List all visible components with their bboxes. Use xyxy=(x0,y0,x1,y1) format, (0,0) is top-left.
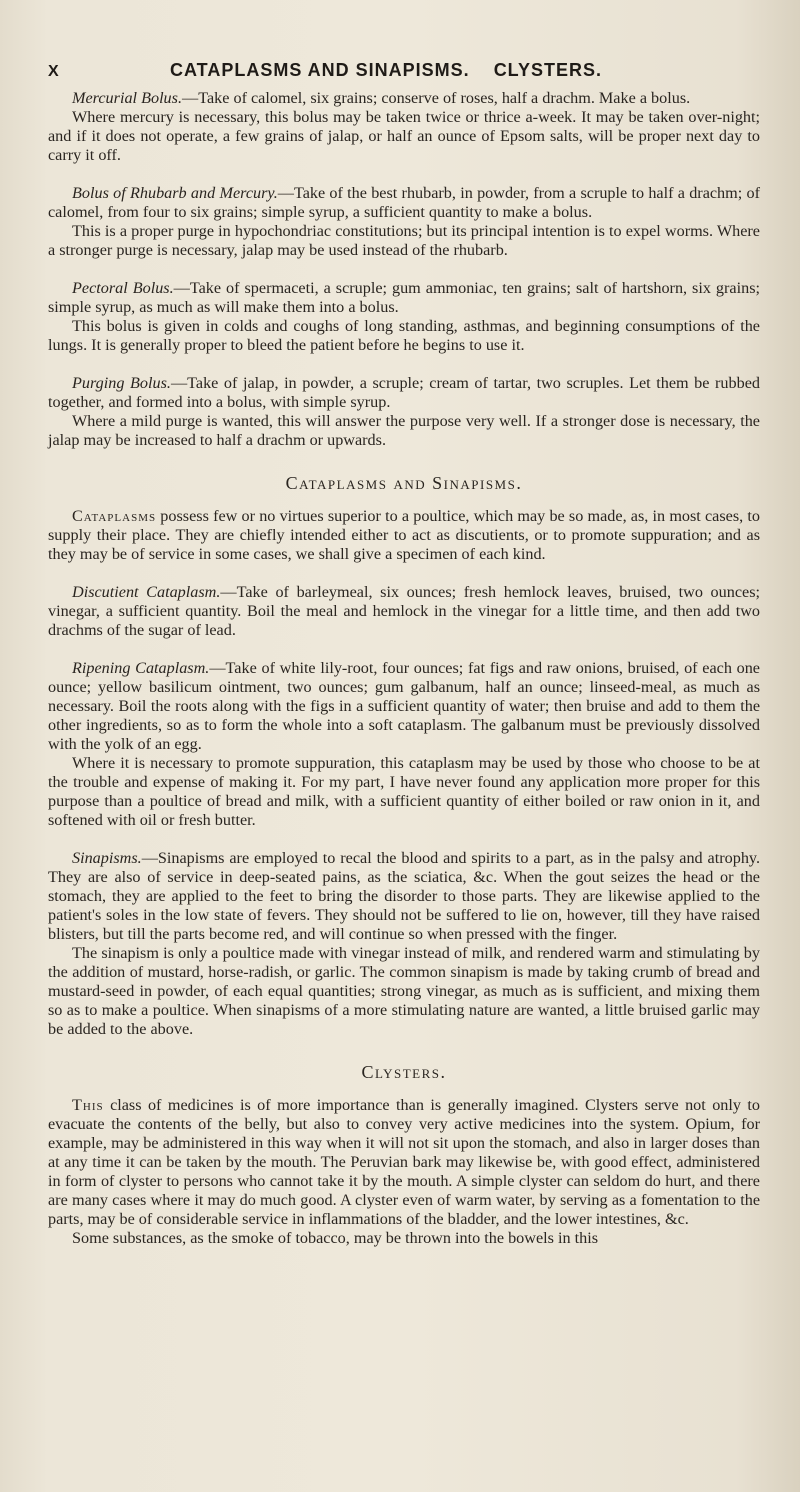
paragraph-ripening xyxy=(48,659,760,754)
recipe-text: —Take of calomel, six grains; conserve of roses, half a drachm. Make a bolus. xyxy=(182,89,691,107)
intro-text: class of medicines is of more importance than is generally imagined. Clysters serve not only to evacuate the contents of the belly, but also to convey very active medicines into the system. Opium, for example, may be administered in this way when it will not sit upon the stomach, and also in larger doses than at any time it can be taken by the mouth. The Peruvian bark may likewise be, with good effect, administered in form of clyster to persons who cannot take it by the mouth. A simple clyster can seldom do hurt, and there are many cases where it may do much good. A clyster even of warm water, by serving as a fomentation to the parts, may be of considerable service in inflammations of the bladder, and the lower intestines, &c. xyxy=(48,1096,760,1228)
lead-word: Cataplasms xyxy=(72,507,157,525)
paragraph-purging-bolus xyxy=(48,374,760,412)
paragraph-sinapisms xyxy=(48,849,760,944)
running-header xyxy=(48,60,760,81)
paragraph-clysters-last: Some substances, as the smoke of tobacco, may be thrown into the bowels in this xyxy=(72,1229,598,1247)
recipe-title: Ripening Cataplasm. xyxy=(72,659,210,677)
header-title-secondary: CLYSTERS. xyxy=(493,60,603,80)
paragraph-pectoral-bolus xyxy=(48,279,760,317)
paragraph-mercurial-usage: Where mercury is necessary, this bolus may be taken twice or thrice a-week. It may be taken over-night; and if it does not operate, a few grains of jalap, or half an ounce of Epsom salts, will be proper next day to carry it off. xyxy=(48,108,760,164)
recipe-title: Purging Bolus. xyxy=(72,374,171,392)
recipe-text: —Sinapisms are employed to recal the blood and spirits to a part, as in the palsy and atrophy. They are also of service in deep-seated pains, as the sciatica, &c. When the gout seizes the head or the stomach, they are applied to the feet to bring the disorder to those parts. They are likewise applied to the patient's soles in the low state of fevers. They should not be suffered to lie on, however, till they have raised blisters, but till the parts become red, and will continue so when pressed with the finger. xyxy=(48,849,760,943)
paragraph-pectoral-usage: This bolus is given in colds and coughs of long standing, asthmas, and beginning consumptions of the lungs. It is generally proper to bleed the patient before he begins to use it. xyxy=(48,317,760,354)
recipe-text: —Take of white lily-root, four ounces; fat figs and raw onions, bruised, of each one ounce; yellow basilicum ointment, two ounces; gum galbanum, half an ounce; linseed-meal, as much as necessary. Boil the roots along with the figs in a sufficient quantity of water; then bruise and add to them the other ingredients, so as to form the whole into a soft cataplasm. The galbanum must be previously dissolved with the yolk of an egg. xyxy=(48,659,760,753)
paragraph-ripening-usage: Where it is necessary to promote suppuration, this cataplasm may be used by those who choose to be at the trouble and expense of making it. For my part, I have never found any application more proper for this purpose than a poultice of bread and milk, with a sufficient quantity of either boiled or raw onion in it, and softened with oil or fresh butter. xyxy=(48,754,760,829)
section-heading-clysters: Clysters. xyxy=(361,1062,447,1082)
recipe-text: —Take of barleymeal, six ounces; fresh hemlock leaves, bruised, two ounces; vinegar, a sufficient quantity. Boil the meal and hemlock in the vinegar for a little time, and then add two drachms of the sugar of lead. xyxy=(48,583,760,639)
paragraph-sinapisms-usage: The sinapism is only a poultice made with vinegar instead of milk, and rendered warm and stimulating by the addition of mustard, horse-radish, or garlic. The common sinapism is made by taking crumb of bread and mustard-seed in powder, of each equal quantities; strong vinegar, as much as is sufficient, and mixing them so as to make a poultice. When sinapisms of a more stimulating nature are wanted, a little bruised garlic may be added to the above. xyxy=(48,944,760,1038)
recipe-title: Pectoral Bolus. xyxy=(72,279,174,297)
recipe-title: Discutient Cataplasm. xyxy=(72,583,221,601)
paragraph-rhubarb-bolus xyxy=(48,184,760,222)
recipe-title: Bolus of Rhubarb and Mercury. xyxy=(72,184,278,202)
recipe-title: Mercurial Bolus. xyxy=(72,89,183,107)
paragraph-rhubarb-usage: This is a proper purge in hypochondriac constitutions; but its principal intention is to expel worms. Where a stronger purge is necessary, jalap may be used instead of the rhubarb. xyxy=(48,222,760,259)
paragraph-cataplasms-intro xyxy=(48,507,760,564)
intro-text: possess few or no virtues superior to a poultice, which may be so made, as, in most cases, to supply their place. They are chiefly intended either to act as discutients, or to promote suppuration; and as they may be of service in some cases, we shall give a specimen of each kind. xyxy=(48,507,760,563)
recipe-text: —Take of spermaceti, a scruple; gum ammoniac, ten grains; salt of hartshorn, six grains; simple syrup, as much as will make them into a bolus. xyxy=(48,279,760,316)
paragraph-discutient xyxy=(48,583,760,640)
recipe-text: —Take of jalap, in powder, a scruple; cream of tartar, two scruples. Let them be rubbed together, and formed into a bolus, with simple syrup. xyxy=(48,374,760,411)
body-text xyxy=(48,89,760,1248)
header-title: CATAPLASMS AND SINAPISMS. xyxy=(170,60,470,80)
page-number: X xyxy=(48,63,60,80)
paragraph-purging-usage: Where a mild purge is wanted, this will answer the purpose very well. If a stronger dose is necessary, the jalap may be increased to half a drachm or upwards. xyxy=(48,412,760,449)
recipe-title: Sinapisms. xyxy=(72,849,142,867)
recipe-text: —Take of the best rhubarb, in powder, from a scruple to half a drachm; of calomel, from four to six grains; simple syrup, a sufficient quantity to make a bolus. xyxy=(48,184,760,221)
section-heading-cataplasms: Cataplasms and Sinapisms. xyxy=(285,473,523,493)
paragraph-mercurial-bolus xyxy=(48,89,760,108)
paragraph-clysters-intro xyxy=(48,1096,760,1229)
lead-word: This xyxy=(72,1096,104,1114)
